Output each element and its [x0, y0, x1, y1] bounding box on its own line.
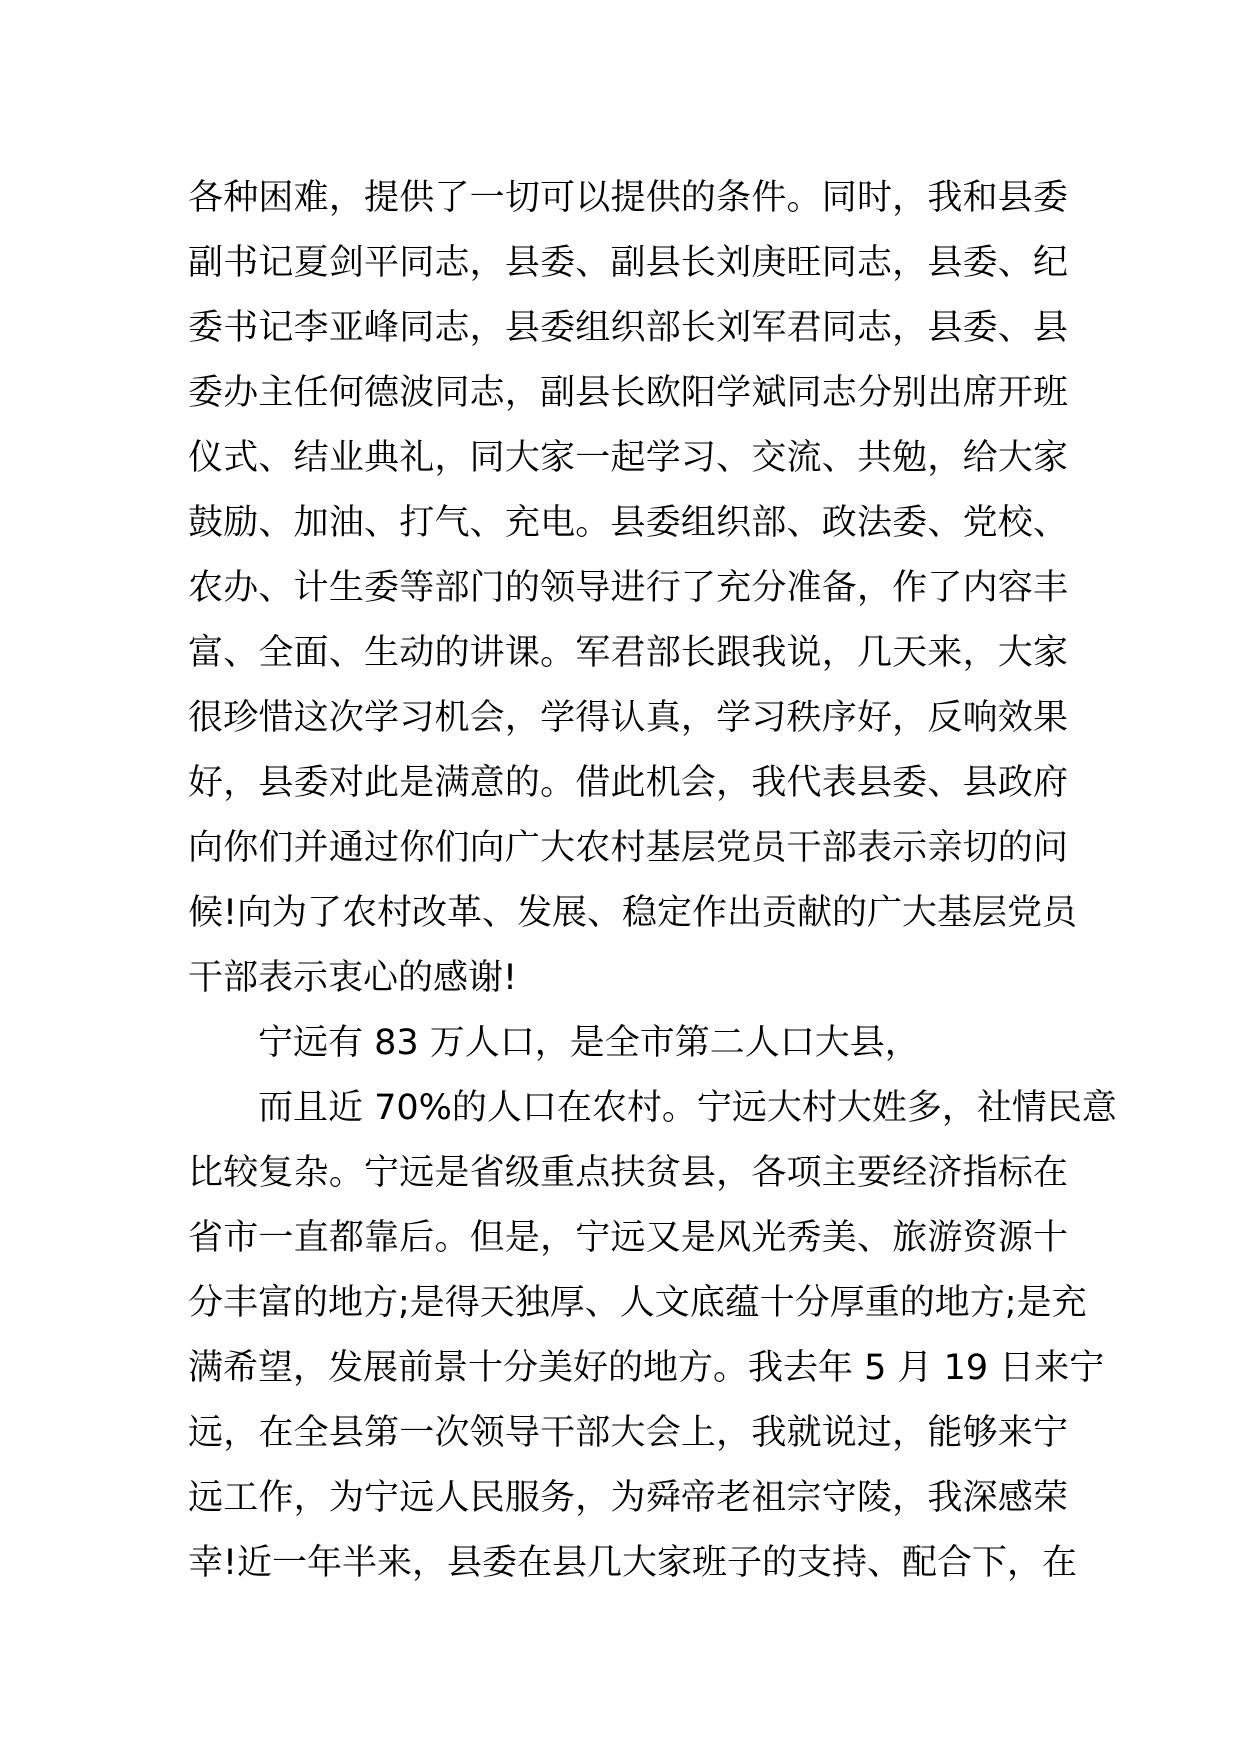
- text-line: 远工作，为宁远人民服务，为舜帝老祖宗守陵，我深感荣: [188, 1478, 1068, 1518]
- text-line: 富、全面、生动的讲课。军君部长跟我说，几天来，大家: [188, 633, 1068, 673]
- text-line: 好，县委对此是满意的。借此机会，我代表县委、县政府: [188, 763, 1068, 803]
- text-line: 而且近 70%的人口在农村。宁远大村大姓多，社情民意: [258, 1088, 1117, 1128]
- text-line: 仪式、结业典礼，同大家一起学习、交流、共勉，给大家: [188, 438, 1068, 478]
- text-line: 很珍惜这次学习机会，学得认真，学习秩序好，反响效果: [188, 698, 1068, 738]
- text-line: 农办、计生委等部门的领导进行了充分准备，作了内容丰: [188, 568, 1068, 608]
- text-line: 幸!近一年半来，县委在县几大家班子的支持、配合下，在: [188, 1543, 1078, 1583]
- text-line: 向你们并通过你们向广大农村基层党员干部表示亲切的问: [188, 828, 1068, 868]
- text-line: 鼓励、加油、打气、充电。县委组织部、政法委、党校、: [188, 503, 1068, 543]
- text-line: 候!向为了农村改革、发展、稳定作出贡献的广大基层党员: [188, 893, 1078, 933]
- text-line: 省市一直都靠后。但是，宁远又是风光秀美、旅游资源十: [188, 1218, 1068, 1258]
- text-line: 满希望，发展前景十分美好的地方。我去年 5 月 19 日来宁: [188, 1348, 1105, 1388]
- text-line: 委办主任何德波同志，副县长欧阳学斌同志分别出席开班: [188, 373, 1068, 413]
- text-line: 委书记李亚峰同志，县委组织部长刘军君同志，县委、县: [188, 308, 1068, 348]
- text-line: 副书记夏剑平同志，县委、副县长刘庚旺同志，县委、纪: [188, 243, 1068, 283]
- text-line: 各种困难，提供了一切可以提供的条件。同时，我和县委: [188, 178, 1068, 218]
- text-line: 远，在全县第一次领导干部大会上，我就说过，能够来宁: [188, 1413, 1068, 1453]
- text-line: 宁远有 83 万人口，是全市第二人口大县，: [258, 1023, 920, 1063]
- text-line: 比较复杂。宁远是省级重点扶贫县，各项主要经济指标在: [188, 1153, 1068, 1193]
- text-line: 分丰富的地方;是得天独厚、人文底蕴十分厚重的地方;是充: [188, 1283, 1087, 1323]
- body-text: [188, 166, 1117, 1596]
- text-line: 干部表示衷心的感谢!: [188, 958, 518, 998]
